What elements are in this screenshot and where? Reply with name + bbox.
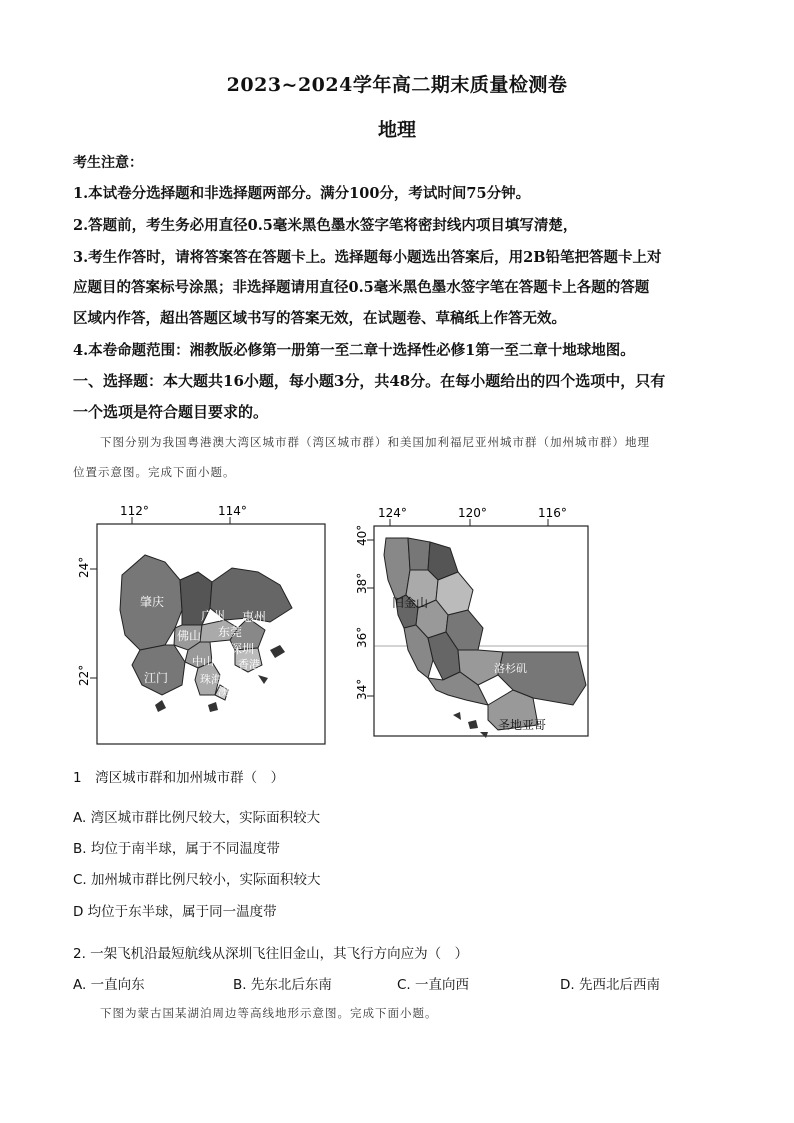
- question-2-option-c: C. 一直向西: [397, 977, 470, 993]
- lon-label-124: 124°: [378, 506, 407, 520]
- city-zhuhai: 珠海: [200, 673, 222, 686]
- city-zhongshan: 中山: [192, 655, 214, 668]
- lat-label-40: 40°: [355, 524, 369, 546]
- exam-title: 2023~2024学年高二期末质量检测卷: [226, 74, 568, 96]
- notice-line-1: 1.本试卷分选择题和非选择题两部分。满分100分，考试时间75分钟。: [73, 185, 531, 202]
- lat-label-36: 36°: [355, 626, 369, 648]
- question-1-option-d: D 均位于东半球，属于同一温度带: [73, 904, 277, 920]
- figure-intro-2: 下图为蒙古国某湖泊周边等高线地形示意图。完成下面小题。: [100, 1006, 438, 1020]
- question-1-option-b: B. 均位于南半球，属于不同温度带: [73, 841, 280, 857]
- subject-title: 地理: [377, 119, 416, 141]
- city-foshan: 佛山: [177, 629, 202, 643]
- city-guangzhou: 广州: [201, 609, 226, 623]
- lat-label-22: 22°: [77, 664, 91, 686]
- lon-label-116: 116°: [538, 506, 567, 520]
- question-2-option-d: D. 先西北后西南: [560, 977, 660, 993]
- section-heading-line-2: 一个选项是符合题目要求的。: [73, 403, 269, 421]
- city-zhaoqing: 肇庆: [140, 595, 165, 609]
- bay-area-map: [70, 500, 335, 755]
- notice-heading: 考生注意：: [73, 155, 143, 171]
- notice-line-4: 应题目的答案标号涂黑；非选择题请用直径0.5毫米黑色墨水签字笔在答题卡上各题的答题: [73, 279, 650, 296]
- city-dongguan: 东莞: [218, 625, 243, 639]
- city-huizhou: 惠州: [242, 610, 267, 624]
- question-2-option-b: B. 先东北后东南: [233, 977, 332, 993]
- city-hongkong: 香港: [238, 658, 260, 671]
- city-shenzhen: 深圳: [230, 642, 255, 656]
- lon-label-120: 120°: [458, 506, 487, 520]
- california-map: [348, 500, 598, 750]
- question-1-stem: 1 湾区城市群和加州城市群（ ）: [73, 770, 285, 786]
- question-1-option-c: C. 加州城市群比例尺较小，实际面积较大: [73, 872, 321, 888]
- lon-label-114: 114°: [218, 504, 247, 518]
- notice-line-3: 3.考生作答时，请将答案答在答题卡上。选择题每小题选出答案后，用2B铅笔把答题卡上对: [73, 249, 662, 266]
- lon-label-112: 112°: [120, 504, 149, 518]
- lat-label-38: 38°: [355, 572, 369, 594]
- notice-line-2: 2.答题前，考生务必用直径0.5毫米黑色墨水签字笔将密封线内项目填写清楚，: [73, 217, 578, 234]
- question-1-option-a: A. 湾区城市群比例尺较大，实际面积较大: [73, 810, 321, 826]
- city-san-francisco: 旧金山: [392, 596, 429, 610]
- city-jiangmen: 江门: [144, 671, 169, 685]
- lat-label-24: 24°: [77, 556, 91, 578]
- city-los-angeles: 洛杉矶: [494, 662, 527, 675]
- figure-intro-line-1: 下图分别为我国粤港澳大湾区城市群（湾区城市群）和美国加利福尼亚州城市群（加州城市群）地理: [100, 435, 650, 449]
- notice-line-6: 4.本卷命题范围：湘教版必修第一册第一至二章十选择性必修1第一至二章十地球地图。: [73, 342, 635, 359]
- section-heading-line-1: 一、选择题：本大题共16小题，每小题3分，共48分。在每小题给出的四个选项中，只有: [73, 372, 666, 390]
- lat-label-34: 34°: [355, 678, 369, 700]
- question-2-stem: 2. 一架飞机沿最短航线从深圳飞往旧金山，其飞行方向应为（ ）: [73, 946, 469, 962]
- city-san-diego: 圣地亚哥: [498, 718, 547, 732]
- city-macau: 澳门: [218, 685, 240, 698]
- notice-line-5: 区域内作答，超出答题区域书写的答案无效，在试题卷、草稿纸上作答无效。: [73, 310, 566, 327]
- question-2-option-a: A. 一直向东: [73, 977, 145, 993]
- figure-intro-line-2: 位置示意图。完成下面小题。: [73, 465, 236, 479]
